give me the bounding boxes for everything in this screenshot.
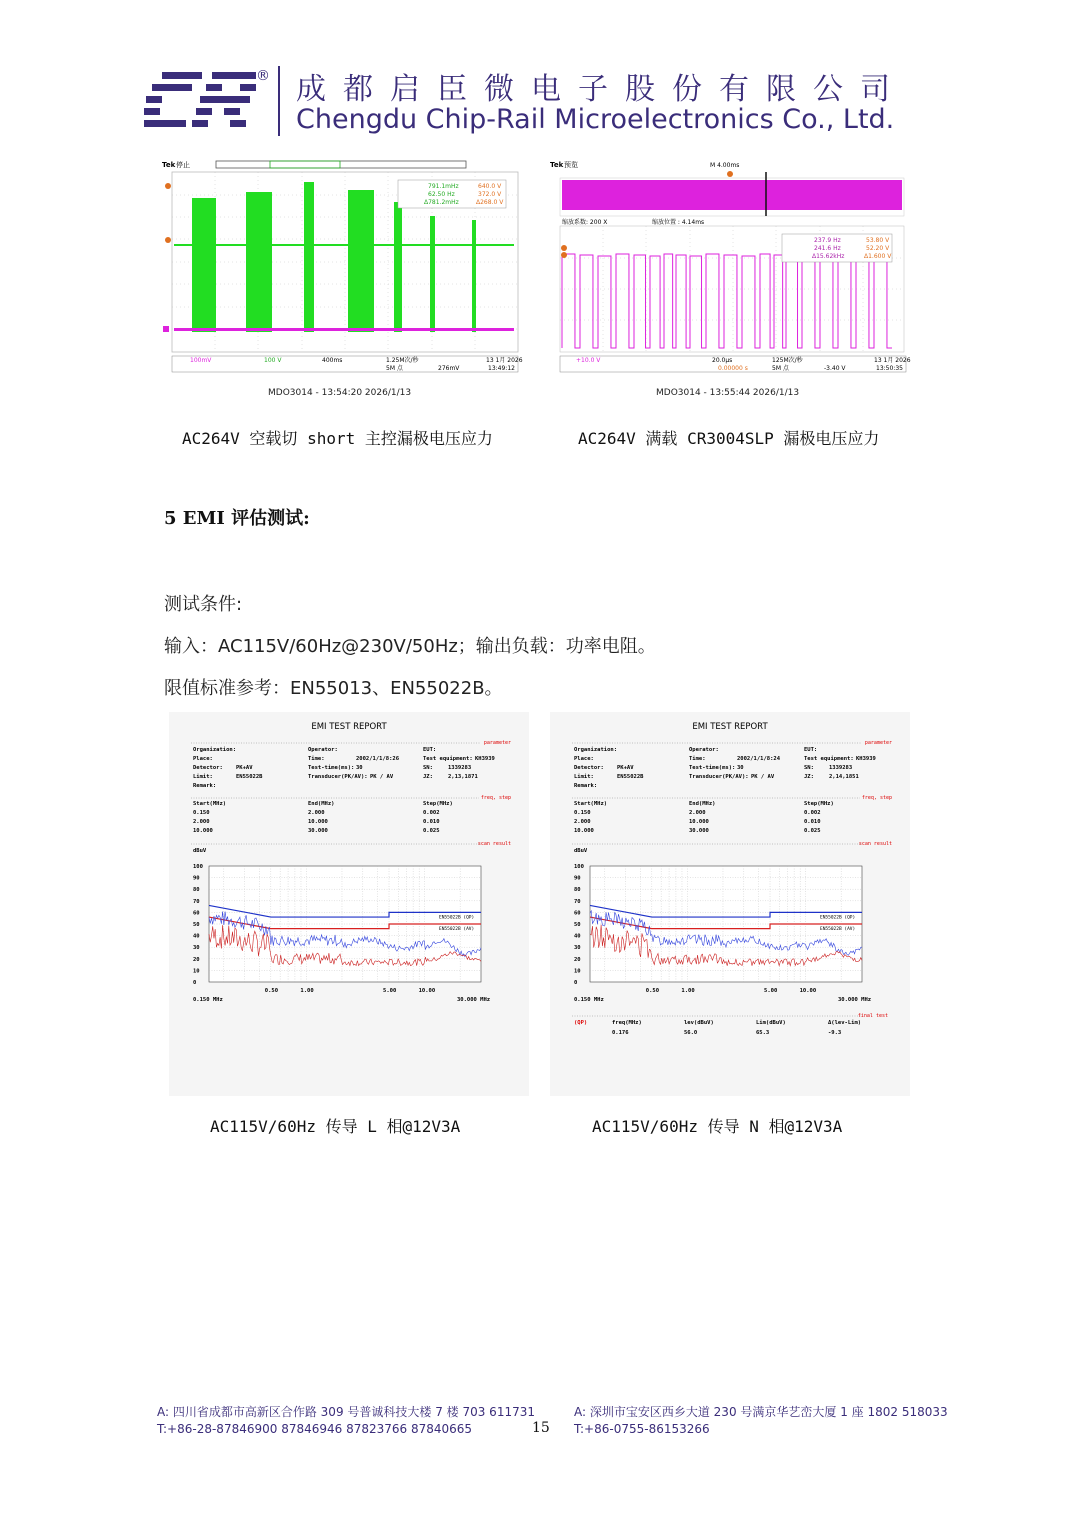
svg-text:Transducer(PK/AV):: Transducer(PK/AV): bbox=[308, 774, 368, 780]
svg-text:-9.3: -9.3 bbox=[828, 1030, 842, 1036]
svg-text:Δ15.62kHz: Δ15.62kHz bbox=[812, 253, 845, 260]
svg-text:50: 50 bbox=[193, 922, 200, 928]
svg-text:Time:: Time: bbox=[689, 756, 706, 762]
svg-text:EMI TEST REPORT: EMI TEST REPORT bbox=[311, 722, 387, 732]
svg-text:13 1月 2026: 13 1月 2026 bbox=[874, 357, 911, 364]
svg-text:60: 60 bbox=[193, 910, 200, 917]
svg-text:Place:: Place: bbox=[574, 756, 594, 762]
company-name-en: Chengdu Chip-Rail Microelectronics Co., Ltd. bbox=[296, 104, 895, 135]
svg-text:0.50: 0.50 bbox=[264, 988, 279, 994]
svg-text:+10.0 V: +10.0 V bbox=[576, 357, 601, 364]
svg-text:JZ:: JZ: bbox=[423, 774, 433, 780]
svg-text:1.00: 1.00 bbox=[300, 988, 314, 994]
svg-text:0.002: 0.002 bbox=[804, 810, 821, 816]
svg-text:M 4.00ms: M 4.00ms bbox=[710, 162, 740, 169]
svg-text:13 1月 2026: 13 1月 2026 bbox=[486, 357, 523, 364]
svg-text:5M 点: 5M 点 bbox=[386, 365, 403, 372]
svg-text:Δ(lev-Lim): Δ(lev-Lim) bbox=[828, 1020, 862, 1026]
svg-text:52.20 V: 52.20 V bbox=[866, 245, 890, 252]
svg-text:Start(MHz): Start(MHz) bbox=[193, 801, 227, 807]
emi-N-caption: AC115V/60Hz 传导 N 相@12V3A bbox=[592, 1117, 843, 1136]
emi-L-caption: AC115V/60Hz 传导 L 相@12V3A bbox=[210, 1117, 461, 1136]
svg-text:PK+AV: PK+AV bbox=[236, 765, 253, 771]
svg-text:parameter: parameter bbox=[864, 740, 892, 746]
svg-text:791.1mHz: 791.1mHz bbox=[428, 183, 459, 190]
svg-text:10.000: 10.000 bbox=[308, 819, 328, 825]
svg-text:30: 30 bbox=[574, 945, 581, 952]
svg-text:2.000: 2.000 bbox=[308, 810, 325, 816]
svg-text:20.0μs: 20.0μs bbox=[712, 357, 733, 364]
svg-text:65.3: 65.3 bbox=[756, 1030, 770, 1036]
svg-text:0.150 MHz: 0.150 MHz bbox=[574, 997, 604, 1003]
svg-text:100mV: 100mV bbox=[190, 357, 212, 364]
svg-text:Lim(dBuV): Lim(dBuV) bbox=[756, 1020, 786, 1026]
svg-text:Start(MHz): Start(MHz) bbox=[574, 801, 608, 807]
svg-text:2.000: 2.000 bbox=[689, 810, 706, 816]
limit-standards: 限值标准参考：EN55013、EN55022B。 bbox=[164, 678, 503, 699]
svg-text:-3.40 V: -3.40 V bbox=[824, 365, 846, 372]
svg-text:100 V: 100 V bbox=[264, 357, 282, 364]
scope1-state: 停止 bbox=[176, 161, 190, 169]
svg-text:®: ® bbox=[256, 68, 270, 84]
svg-text:EN55022B: EN55022B bbox=[617, 774, 644, 780]
svg-text:0.150: 0.150 bbox=[193, 810, 210, 816]
svg-text:241.6 Hz: 241.6 Hz bbox=[814, 245, 841, 252]
emi-report-L bbox=[169, 712, 529, 1096]
svg-text:EMI TEST REPORT: EMI TEST REPORT bbox=[692, 722, 768, 732]
svg-text:scan result: scan result bbox=[858, 841, 892, 847]
svg-text:Time:: Time: bbox=[308, 756, 325, 762]
svg-text:EN55022B (AV): EN55022B (AV) bbox=[439, 927, 475, 932]
company-name-cn: 成都启臣微电子股份有限公司 bbox=[296, 72, 907, 107]
svg-text:0.010: 0.010 bbox=[804, 819, 821, 825]
svg-text:100: 100 bbox=[193, 864, 203, 870]
scope1-footer: MDO3014 - 13:54:20 2026/1/13 bbox=[268, 388, 412, 398]
scope2-overview-trace bbox=[562, 180, 902, 210]
svg-text:Test equipment:: Test equipment: bbox=[423, 756, 473, 762]
svg-text:0.002: 0.002 bbox=[423, 810, 440, 816]
scope2-footer: MDO3014 - 13:55:44 2026/1/13 bbox=[656, 388, 800, 398]
svg-text:KH3939: KH3939 bbox=[475, 756, 495, 762]
svg-text:0.025: 0.025 bbox=[423, 828, 440, 834]
svg-text:(QP): (QP) bbox=[574, 1020, 588, 1026]
svg-text:30.000: 30.000 bbox=[308, 828, 328, 834]
svg-text:EN55022B (QP): EN55022B (QP) bbox=[439, 915, 475, 921]
svg-text:56.0: 56.0 bbox=[684, 1030, 698, 1036]
section-title: 5 EMI 评估测试: bbox=[164, 508, 310, 529]
svg-text:10: 10 bbox=[574, 968, 581, 975]
svg-text:0.50: 0.50 bbox=[645, 988, 660, 994]
svg-text:40: 40 bbox=[193, 933, 200, 940]
svg-text:Limit:: Limit: bbox=[574, 774, 594, 780]
oscilloscope-screenshot-1 bbox=[160, 158, 532, 374]
svg-text:Δ1.600 V: Δ1.600 V bbox=[864, 253, 892, 260]
svg-text:5.00: 5.00 bbox=[383, 988, 397, 994]
svg-text:预览: 预览 bbox=[564, 161, 578, 169]
svg-text:缩放位置 : 4.14ms: 缩放位置 : 4.14ms bbox=[652, 219, 705, 226]
svg-text:freq, step: freq, step bbox=[480, 795, 511, 801]
svg-text:80: 80 bbox=[574, 887, 581, 894]
svg-text:100: 100 bbox=[574, 864, 584, 870]
svg-text:40: 40 bbox=[574, 933, 581, 940]
svg-text:1339283: 1339283 bbox=[829, 765, 853, 771]
svg-text:lev(dBuV): lev(dBuV) bbox=[684, 1020, 714, 1026]
svg-text:freq(MHz): freq(MHz) bbox=[612, 1020, 642, 1026]
svg-text:缩放系数: 200 X: 缩放系数: 200 X bbox=[562, 219, 608, 226]
svg-text:30.000: 30.000 bbox=[689, 828, 709, 834]
svg-text:SN:: SN: bbox=[423, 765, 433, 771]
svg-text:PK / AV: PK / AV bbox=[370, 774, 394, 780]
svg-text:0.010: 0.010 bbox=[423, 819, 440, 825]
company-logo bbox=[140, 66, 270, 138]
svg-text:Step(MHz): Step(MHz) bbox=[423, 801, 453, 807]
svg-text:276mV: 276mV bbox=[438, 365, 460, 372]
svg-text:0: 0 bbox=[574, 980, 578, 986]
svg-text:30: 30 bbox=[356, 765, 363, 771]
svg-text:Test equipment:: Test equipment: bbox=[804, 756, 854, 762]
svg-text:0.00000 s: 0.00000 s bbox=[718, 365, 748, 372]
svg-text:0.025: 0.025 bbox=[804, 828, 821, 834]
svg-text:Organization:: Organization: bbox=[574, 747, 618, 753]
svg-text:Limit:: Limit: bbox=[193, 774, 213, 780]
svg-text:2,13,1871: 2,13,1871 bbox=[448, 774, 478, 780]
svg-text:2002/1/1/8:24: 2002/1/1/8:24 bbox=[737, 756, 781, 762]
svg-text:13:50:35: 13:50:35 bbox=[876, 365, 903, 372]
svg-text:final test: final test bbox=[857, 1013, 888, 1019]
svg-text:KH3939: KH3939 bbox=[856, 756, 876, 762]
svg-text:10.00: 10.00 bbox=[799, 988, 817, 994]
svg-text:10.000: 10.000 bbox=[574, 828, 594, 834]
svg-text:JZ:: JZ: bbox=[804, 774, 814, 780]
svg-text:PK / AV: PK / AV bbox=[751, 774, 775, 780]
svg-text:5M 点: 5M 点 bbox=[772, 365, 789, 372]
svg-text:10.000: 10.000 bbox=[689, 819, 709, 825]
svg-text:Remark:: Remark: bbox=[193, 783, 217, 789]
svg-text:Δ781.2mHz: Δ781.2mHz bbox=[424, 199, 459, 206]
svg-text:20: 20 bbox=[574, 956, 581, 963]
svg-text:0.150 MHz: 0.150 MHz bbox=[193, 997, 223, 1003]
svg-text:EUT:: EUT: bbox=[423, 747, 437, 753]
svg-text:Tek: Tek bbox=[550, 161, 564, 169]
svg-text:0.176: 0.176 bbox=[612, 1030, 629, 1036]
svg-text:70: 70 bbox=[193, 898, 200, 905]
svg-text:5.00: 5.00 bbox=[764, 988, 778, 994]
svg-text:dBuV: dBuV bbox=[193, 848, 207, 854]
svg-text:Test-time(ms):: Test-time(ms): bbox=[689, 765, 736, 771]
svg-text:Place:: Place: bbox=[193, 756, 213, 762]
svg-text:Operator:: Operator: bbox=[689, 747, 719, 753]
svg-text:dBuV: dBuV bbox=[574, 848, 588, 854]
svg-text:Remark:: Remark: bbox=[574, 783, 598, 789]
input-conditions: 输入：AC115V/60Hz@230V/50Hz；输出负载：功率电阻。 bbox=[164, 636, 656, 657]
svg-text:50: 50 bbox=[574, 922, 581, 928]
svg-text:10.000: 10.000 bbox=[193, 828, 213, 834]
svg-text:2,14,1851: 2,14,1851 bbox=[829, 774, 859, 780]
svg-text:EN55022B (AV): EN55022B (AV) bbox=[820, 927, 856, 932]
scope1-magenta-trace bbox=[174, 328, 514, 331]
svg-text:Detector:: Detector: bbox=[574, 765, 604, 771]
svg-text:1339283: 1339283 bbox=[448, 765, 472, 771]
svg-text:Test-time(ms):: Test-time(ms): bbox=[308, 765, 355, 771]
svg-text:Detector:: Detector: bbox=[193, 765, 223, 771]
scope2-caption: AC264V 满载 CR3004SLP 漏极电压应力 bbox=[578, 429, 880, 448]
svg-text:1.25M次/秒: 1.25M次/秒 bbox=[386, 357, 419, 364]
svg-text:Transducer(PK/AV):: Transducer(PK/AV): bbox=[689, 774, 749, 780]
svg-text:1.00: 1.00 bbox=[681, 988, 695, 994]
svg-text:53.80 V: 53.80 V bbox=[866, 237, 890, 244]
svg-text:Operator:: Operator: bbox=[308, 747, 338, 753]
svg-text:90: 90 bbox=[193, 875, 200, 882]
svg-text:0: 0 bbox=[193, 980, 197, 986]
svg-text:Δ268.0 V: Δ268.0 V bbox=[476, 199, 504, 206]
svg-text:80: 80 bbox=[193, 887, 200, 894]
svg-text:End(MHz): End(MHz) bbox=[689, 801, 716, 807]
svg-text:freq, step: freq, step bbox=[861, 795, 892, 801]
svg-text:30.000 MHz: 30.000 MHz bbox=[457, 997, 491, 1003]
svg-text:0.150: 0.150 bbox=[574, 810, 591, 816]
conditions-label: 测试条件: bbox=[164, 594, 243, 615]
header-divider bbox=[278, 66, 280, 136]
svg-text:EUT:: EUT: bbox=[804, 747, 818, 753]
footer-address-chengdu: A: 四川省成都市高新区合作路 309 号普诚科技大楼 7 楼 703 611731 bbox=[157, 1405, 535, 1419]
svg-text:372.0 V: 372.0 V bbox=[478, 191, 502, 198]
svg-text:62.50 Hz: 62.50 Hz bbox=[428, 191, 455, 198]
svg-text:EN55022B: EN55022B bbox=[236, 774, 263, 780]
svg-text:Organization:: Organization: bbox=[193, 747, 237, 753]
svg-text:scan result: scan result bbox=[477, 841, 511, 847]
svg-text:EN55022B (QP): EN55022B (QP) bbox=[820, 915, 856, 921]
svg-text:237.9 Hz: 237.9 Hz bbox=[814, 237, 841, 244]
footer-phone-chengdu: T:+86-28-87846900 87846946 87823766 87840665 bbox=[157, 1422, 473, 1436]
svg-text:30: 30 bbox=[737, 765, 744, 771]
svg-text:10.00: 10.00 bbox=[418, 988, 436, 994]
svg-text:640.0 V: 640.0 V bbox=[478, 183, 502, 190]
svg-text:10: 10 bbox=[193, 968, 200, 975]
svg-text:70: 70 bbox=[574, 898, 581, 905]
svg-text:2002/1/1/8:26: 2002/1/1/8:26 bbox=[356, 756, 400, 762]
svg-text:2.000: 2.000 bbox=[193, 819, 210, 825]
svg-text:90: 90 bbox=[574, 875, 581, 882]
svg-text:2.000: 2.000 bbox=[574, 819, 591, 825]
footer-phone-shenzhen: T:+86-0755-86153266 bbox=[574, 1422, 710, 1436]
scope1-brand: Tek bbox=[162, 161, 176, 169]
svg-text:60: 60 bbox=[574, 910, 581, 917]
svg-text:PK+AV: PK+AV bbox=[617, 765, 634, 771]
scope1-caption: AC264V 空载切 short 主控漏极电压应力 bbox=[182, 429, 493, 448]
svg-text:Step(MHz): Step(MHz) bbox=[804, 801, 834, 807]
svg-text:20: 20 bbox=[193, 956, 200, 963]
svg-text:30.000 MHz: 30.000 MHz bbox=[838, 997, 872, 1003]
page-number: 15 bbox=[532, 1420, 550, 1436]
svg-text:125M次/秒: 125M次/秒 bbox=[772, 357, 803, 364]
footer-address-shenzhen: A: 深圳市宝安区西乡大道 230 号满京华艺峦大厦 1 座 1802 518033 bbox=[574, 1405, 948, 1419]
svg-text:parameter: parameter bbox=[483, 740, 511, 746]
svg-text:400ms: 400ms bbox=[322, 357, 343, 364]
svg-text:SN:: SN: bbox=[804, 765, 814, 771]
svg-text:End(MHz): End(MHz) bbox=[308, 801, 335, 807]
oscilloscope-screenshot-2 bbox=[548, 158, 920, 374]
emi-report-N bbox=[550, 712, 910, 1096]
svg-text:13:49:12: 13:49:12 bbox=[488, 365, 515, 372]
svg-text:30: 30 bbox=[193, 945, 200, 952]
